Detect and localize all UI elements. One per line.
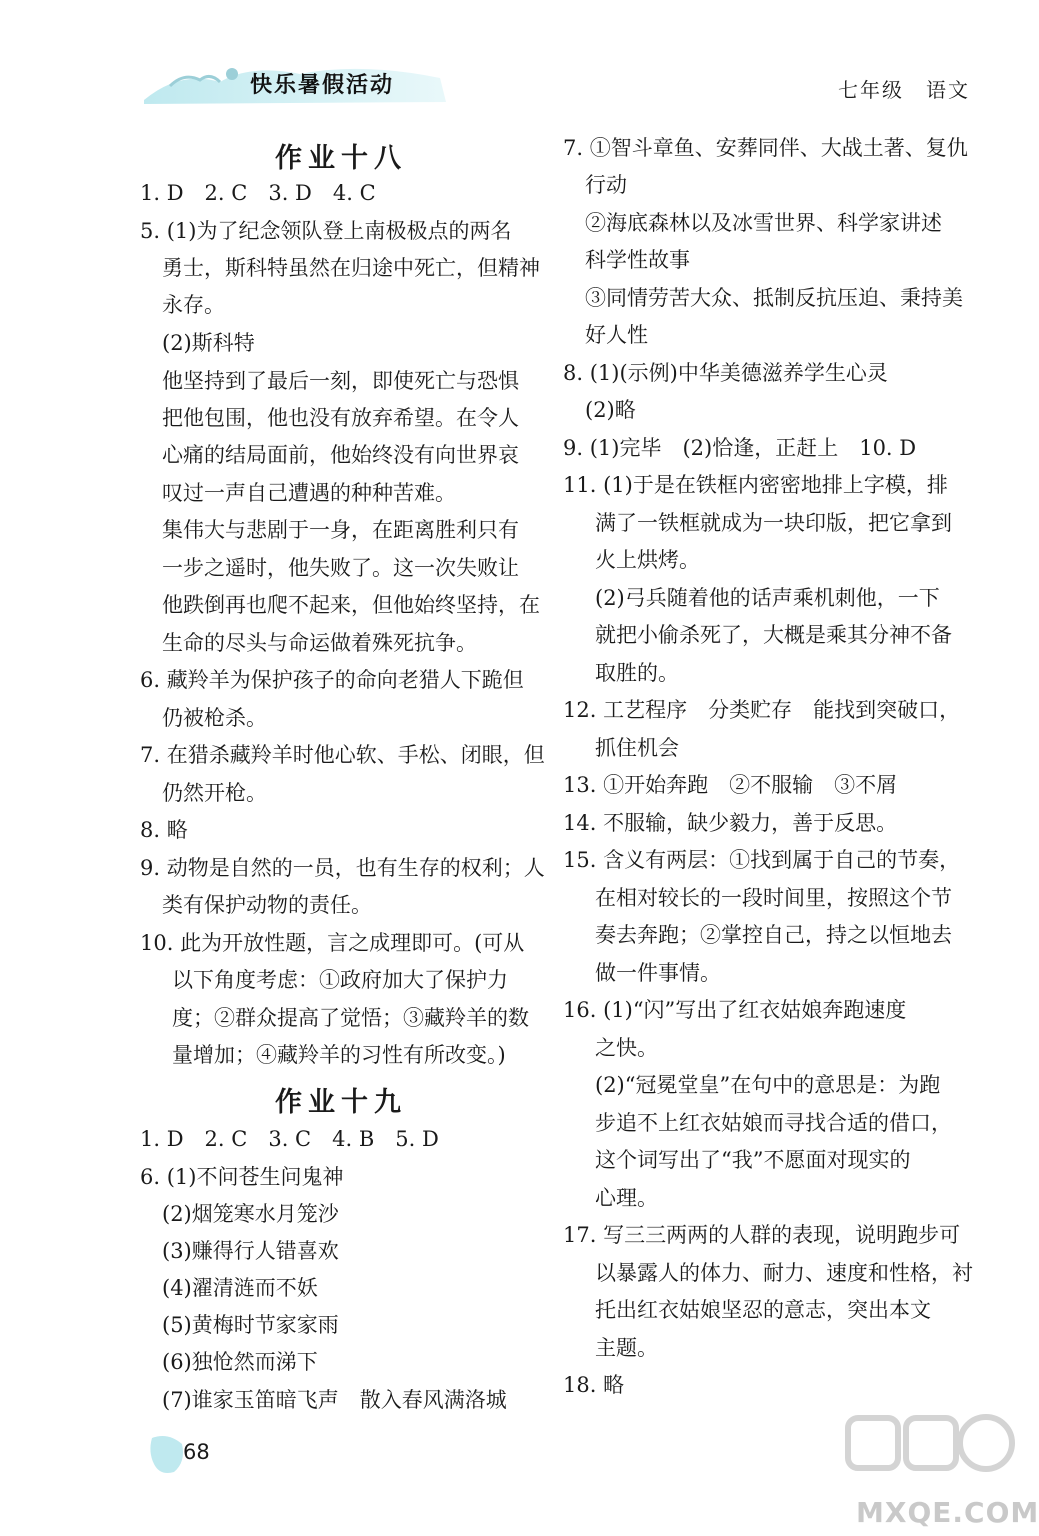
- answer-line: (5)黄梅时节家家雨: [162, 1313, 339, 1337]
- answer-line: 行动: [585, 173, 627, 197]
- answer-line: (2)烟笼寒水月笼沙: [162, 1202, 339, 1226]
- section-title-19: 作业十九: [275, 1087, 407, 1118]
- answer-line: 火上烘烤。: [595, 548, 700, 572]
- answer-line: (2)斯科特: [162, 331, 255, 355]
- answer-line: 之快。: [595, 1036, 658, 1060]
- answer-line: 心痛的结局面前，他始终没有向世界哀: [162, 443, 519, 467]
- answer-line: 生命的尽头与命运做着殊死抗争。: [162, 631, 477, 655]
- answer-line: 16. (1)“闪”写出了红衣姑娘奔跑速度: [563, 998, 907, 1022]
- answer-line: 13. ①开始奔跑 ②不服输 ③不屑: [563, 773, 898, 797]
- answer-line: 永存。: [162, 293, 225, 317]
- answer-line: 步追不上红衣姑娘而寻找合适的借口，: [595, 1111, 952, 1135]
- answer-line: 抓住机会: [595, 736, 679, 760]
- answer-line: ③同情劳苦大众、抵制反抗压迫、秉持美: [585, 286, 963, 310]
- answer-line: (2)弓兵随着他的话声乘机刺他，一下: [595, 586, 940, 610]
- answer-line: 好人性: [585, 323, 648, 347]
- answer-line: 9. (1)完毕 (2)恰逢，正赶上 10. D: [563, 436, 917, 460]
- answer-line: (6)独怆然而涕下: [162, 1350, 318, 1374]
- answer-line: 6. (1)不问苍生问鬼神: [140, 1165, 344, 1189]
- answer-line: (3)赚得行人错喜欢: [162, 1239, 339, 1263]
- answer-line: 心理。: [595, 1186, 658, 1210]
- answer-line: (7)谁家玉笛暗飞声 散入春风满洛城: [162, 1388, 507, 1412]
- answer-line: 量增加；④藏羚羊的习性有所改变。): [172, 1043, 506, 1067]
- answer-line: 他坚持到了最后一刻，即使死亡与恐惧: [162, 369, 519, 393]
- answer-line: 以下角度考虑：①政府加大了保护力: [172, 968, 508, 992]
- answer-line: 在相对较长的一段时间里，按照这个节: [595, 886, 952, 910]
- answer-line: 满了一铁框就成为一块印版，把它拿到: [595, 511, 952, 535]
- answer-line: (4)濯清涟而不妖: [162, 1276, 318, 1300]
- answer-line: ②海底森林以及冰雪世界、科学家讲述: [585, 211, 942, 235]
- answer-line: 5. (1)为了纪念领队登上南极极点的两名: [140, 219, 512, 243]
- page-number: 68: [183, 1440, 210, 1464]
- answer-line: 10. 此为开放性题，言之成理即可。(可从: [140, 931, 525, 955]
- answer-line: 8. (1)(示例)中华美德滋养学生心灵: [563, 361, 888, 385]
- page-number-decoration: [148, 1432, 186, 1476]
- answer-line: 6. 藏羚羊为保护孩子的命向老猎人下跪但: [140, 668, 524, 692]
- answer-line: (2)略: [585, 398, 636, 422]
- answer-line: 仍被枪杀。: [162, 706, 267, 730]
- answer-line: 叹过一声自己遭遇的种种苦难。: [162, 481, 456, 505]
- answer-line: 8. 略: [140, 818, 188, 842]
- answer-line: 1. D 2. C 3. D 4. C: [140, 181, 376, 205]
- answer-line: 以暴露人的体力、耐力、速度和性格，衬: [595, 1261, 973, 1285]
- answer-line: 勇士，斯科特虽然在归途中死亡，但精神: [162, 256, 540, 280]
- answer-line: 他跌倒再也爬不起来，但他始终坚持，在: [162, 593, 540, 617]
- answer-line: 1. D 2. C 3. C 4. B 5. D: [140, 1127, 439, 1151]
- section-title-18: 作业十八: [275, 143, 407, 174]
- banner-title: 快乐暑假活动: [250, 73, 395, 98]
- answer-line: 9. 动物是自然的一员，也有生存的权利；人: [140, 856, 545, 880]
- answer-line: 12. 工艺程序 分类贮存 能找到突破口，: [563, 698, 961, 722]
- answer-line: 科学性故事: [585, 248, 690, 272]
- answer-line: 托出红衣姑娘坚忍的意志，突出本文: [595, 1298, 931, 1322]
- answer-line: 7. 在猎杀藏羚羊时他心软、手松、闭眼，但: [140, 743, 545, 767]
- answer-line: 这个词写出了“我”不愿面对现实的: [595, 1148, 911, 1172]
- answer-line: 把他包围，他也没有放弃希望。在令人: [162, 406, 519, 430]
- answer-line: 集伟大与悲剧于一身，在距离胜利只有: [162, 518, 519, 542]
- answer-line: 7. ①智斗章鱼、安葬同伴、大战土著、复仇: [563, 136, 968, 160]
- answer-line: 奏去奔跑；②掌控自己，持之以恒地去: [595, 923, 952, 947]
- answer-line: 度；②群众提高了觉悟；③藏羚羊的数: [172, 1006, 529, 1030]
- answer-line: 18. 略: [563, 1373, 625, 1397]
- answer-line: 主题。: [595, 1336, 658, 1360]
- answer-line: 11. (1)于是在铁框内密密地排上字模，排: [563, 473, 948, 497]
- grade-subject: 七年级 语文: [838, 78, 970, 102]
- answer-line: 一步之遥时，他失败了。这一次失败让: [162, 556, 519, 580]
- answer-line: 做一件事情。: [595, 961, 721, 985]
- watermark-text: MXQE.COM: [856, 1496, 1039, 1529]
- answer-line: 17. 写三三两两的人群的表现，说明跑步可: [563, 1223, 961, 1247]
- answer-line: 仍然开枪。: [162, 781, 267, 805]
- answer-line: (2)“冠冕堂皇”在句中的意思是：为跑: [595, 1073, 941, 1097]
- answer-line: 就把小偷杀死了，大概是乘其分神不备: [595, 623, 952, 647]
- answer-line: 取胜的。: [595, 661, 679, 685]
- answer-line: 类有保护动物的责任。: [162, 893, 372, 917]
- answer-line: 14. 不服输，缺少毅力，善于反思。: [563, 811, 898, 835]
- answer-line: 15. 含义有两层：①找到属于自己的节奏，: [563, 848, 961, 872]
